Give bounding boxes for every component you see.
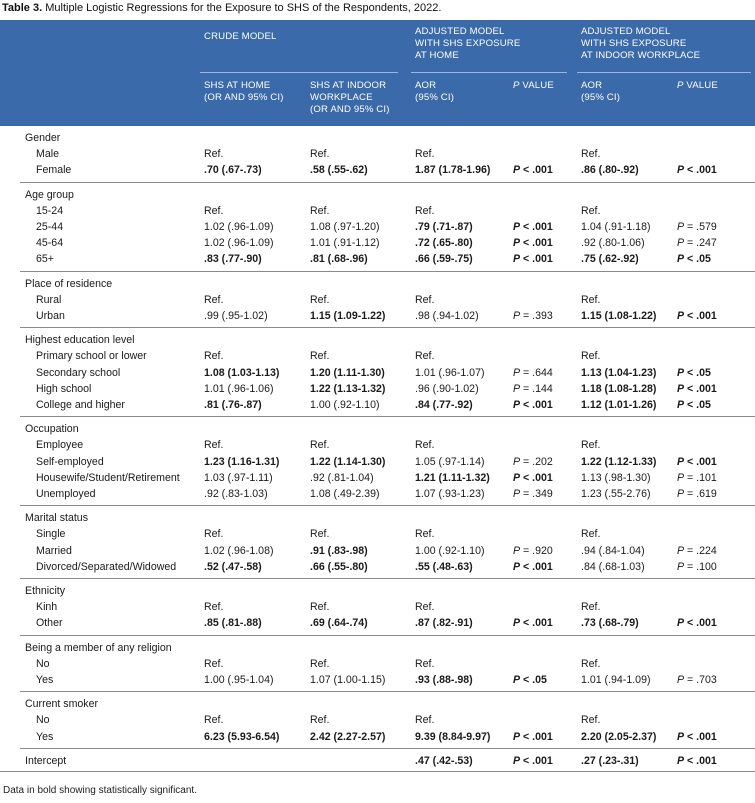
table-cell: .79 (.71-.87) [415, 221, 473, 233]
table-cell: Ref. [204, 601, 224, 614]
table-cell: .75 (.62-.92) [581, 253, 639, 266]
table-cell: .55 (.48-.63) [415, 560, 473, 573]
table-cell: Ref. [415, 148, 435, 161]
row-label: Yes [36, 730, 54, 743]
table-row [0, 251, 755, 267]
p-value: P < .001 [513, 237, 553, 250]
group-title: Marital status [25, 512, 88, 525]
table-cell: Ref. [415, 657, 435, 670]
row-label: Rural [36, 293, 62, 306]
p-value: P = .579 [677, 221, 717, 233]
table-cell: Ref. [204, 528, 224, 541]
table-cell: Ref. [581, 714, 601, 727]
row-label: Other [36, 617, 63, 630]
table-cell: Ref. [310, 350, 330, 363]
table-cell: 1.00 (.92-1.10) [310, 399, 380, 411]
p-value: P < .001 [677, 617, 717, 630]
table-cell: Ref. [581, 601, 601, 614]
table-cell: .73 (.68-.79) [581, 617, 639, 630]
table-cell: 1.23 (1.16-1.31) [204, 455, 280, 468]
p-value: P < .05 [677, 366, 711, 379]
header-aor-work: AOR (95% CI) [581, 80, 621, 103]
table-row [0, 543, 755, 559]
row-label: Urban [36, 310, 65, 322]
table-cell: 1.18 (1.08-1.28) [581, 382, 657, 395]
header-pvalue-home: P VALUE [513, 80, 554, 91]
table-cell: Ref. [310, 714, 330, 727]
group-title: Current smoker [25, 698, 98, 711]
row-separator [20, 748, 755, 749]
group-title-row [0, 696, 755, 712]
table-row [0, 454, 755, 470]
p-value: P = .247 [677, 237, 717, 250]
header-pvalue-work: P VALUE [677, 80, 718, 91]
table-cell: 2.20 (2.05-2.37) [581, 730, 657, 743]
table-cell: 1.07 (1.00-1.15) [310, 674, 386, 686]
table-cell: Ref. [204, 657, 224, 670]
p-value: P < .001 [677, 310, 717, 322]
table-cell: Ref. [581, 657, 601, 670]
table-cell: Ref. [310, 439, 330, 452]
p-value: P < .001 [677, 382, 717, 395]
table-row [0, 381, 755, 397]
row-label: Divorced/Separated/Widowed [36, 560, 177, 573]
p-value: P = .644 [513, 366, 553, 379]
table-cell: 1.08 (.97-1.20) [310, 221, 380, 233]
p-value: P = .101 [677, 471, 717, 484]
table-cell: 1.22 (1.14-1.30) [310, 455, 386, 468]
table-cell: Ref. [204, 439, 224, 452]
header-rule-work [577, 72, 751, 73]
table-cell: .98 (.94-1.02) [415, 310, 479, 322]
group-title-row [0, 130, 755, 146]
table-cell: .84 (.68-1.03) [581, 560, 645, 573]
group-title: Highest education level [25, 334, 135, 347]
table-cell: 1.01 (.91-1.12) [310, 237, 380, 250]
header-adj-home: ADJUSTED MODEL WITH SHS EXPOSURE AT HOME [415, 26, 521, 61]
table-row [0, 308, 755, 324]
table-cell: 1.02 (.96-1.08) [204, 544, 274, 557]
row-separator [20, 416, 755, 417]
table-cell: .86 (.80-.92) [581, 164, 639, 177]
table-cell: 1.00 (.95-1.04) [204, 674, 274, 686]
table-cell: .27 (.23-.31) [581, 754, 639, 767]
table-cell: .93 (.88-.98) [415, 674, 473, 686]
table-cell: Ref. [581, 528, 601, 541]
table-cell: .66 (.59-.75) [415, 253, 473, 266]
row-separator [20, 271, 755, 272]
table-cell: .58 (.55-.62) [310, 164, 368, 177]
table-cell: Ref. [204, 350, 224, 363]
row-separator [20, 635, 755, 636]
table-cell: 1.87 (1.78-1.96) [415, 164, 491, 177]
row-label: Intercept [25, 754, 67, 767]
table-cell: 1.13 (.98-1.30) [581, 471, 651, 484]
table-cell: Ref. [310, 528, 330, 541]
header-crude-model: CRUDE MODEL [204, 31, 277, 42]
p-value: P = .920 [513, 544, 553, 557]
table-cell: .94 (.84-1.04) [581, 544, 645, 557]
table-cell: 1.02 (.96-1.09) [204, 237, 274, 250]
table-cell: .52 (.47-.58) [204, 560, 262, 573]
caption-text: Multiple Logistic Regressions for the Exposure to SHS of the Respondents, 2022. [45, 2, 442, 14]
p-value: P = .144 [513, 382, 553, 395]
p-value: P = .349 [513, 488, 553, 500]
p-value: P < .001 [513, 560, 553, 573]
group-title-row [0, 276, 755, 292]
row-label: Married [36, 544, 72, 557]
table-cell: .66 (.55-.80) [310, 560, 368, 573]
row-label: Employee [36, 439, 84, 452]
table-cell: .92 (.80-1.06) [581, 237, 645, 250]
intercept-row [0, 753, 755, 769]
table-bottom-rule [0, 771, 755, 772]
p-value: P < .001 [513, 253, 553, 266]
table-cell: 1.01 (.96-1.06) [204, 382, 274, 395]
table-cell: Ref. [310, 293, 330, 306]
header-adj-work: ADJUSTED MODEL WITH SHS EXPOSURE AT INDOOR WORKPLACE [581, 26, 701, 61]
header-shs-home: SHS AT HOME (OR AND 95% CI) [204, 80, 284, 103]
table-row [0, 437, 755, 453]
table-cell: Ref. [581, 204, 601, 217]
table-row [0, 219, 755, 235]
table-cell: Ref. [204, 714, 224, 727]
table-cell: 6.23 (5.93-6.54) [204, 730, 280, 743]
table-cell: .83 (.77-.90) [204, 253, 262, 266]
row-separator [20, 182, 755, 183]
table-row [0, 712, 755, 728]
group-title: Gender [25, 132, 61, 144]
p-value: P = .224 [677, 544, 717, 557]
group-title: Place of residence [25, 277, 113, 290]
row-label: No [36, 657, 50, 670]
table-cell: 1.05 (.97-1.14) [415, 455, 485, 468]
group-title-row [0, 583, 755, 599]
table-row [0, 470, 755, 486]
table-cell: Ref. [581, 148, 601, 161]
table-row [0, 203, 755, 219]
table-cell: .47 (.42-.53) [415, 754, 473, 767]
table-cell: Ref. [415, 601, 435, 614]
table-cell: Ref. [415, 204, 435, 217]
p-value: P < .001 [677, 455, 717, 468]
table-row [0, 486, 755, 502]
row-label: Yes [36, 674, 54, 686]
table-cell: Ref. [581, 293, 601, 306]
table-cell: Ref. [415, 439, 435, 452]
row-label: Single [36, 528, 66, 541]
p-value: P = .619 [677, 488, 717, 500]
table-cell: Ref. [310, 148, 330, 161]
group-title: Age group [25, 188, 74, 201]
table-row [0, 365, 755, 381]
table-cell: .92 (.81-1.04) [310, 471, 374, 484]
row-label: College and higher [36, 399, 125, 411]
table-cell: 1.01 (.94-1.09) [581, 674, 651, 686]
table-cell: 1.20 (1.11-1.30) [310, 366, 385, 379]
table-row [0, 615, 755, 631]
table-cell: 1.04 (.91-1.18) [581, 221, 651, 233]
p-value: P < .001 [513, 164, 553, 177]
table-cell: 1.15 (1.09-1.22) [310, 310, 386, 322]
p-value: P < .001 [677, 754, 717, 767]
table-cell: Ref. [581, 350, 601, 363]
p-value: P < .001 [513, 617, 553, 630]
header-rule-home [411, 72, 567, 73]
p-value: P < .001 [513, 221, 553, 233]
table-cell: 1.23 (.55-2.76) [581, 488, 651, 500]
table-cell: .84 (.77-.92) [415, 399, 473, 411]
group-title-row [0, 332, 755, 348]
p-value: P = .202 [513, 455, 553, 468]
table-cell: .72 (.65-.80) [415, 237, 473, 250]
table-cell: Ref. [415, 293, 435, 306]
table-cell: Ref. [310, 601, 330, 614]
p-value: P < .001 [677, 164, 717, 177]
table-cell: .96 (.90-1.02) [415, 382, 479, 395]
table-cell: Ref. [204, 204, 224, 217]
table-cell: .81 (.68-.96) [310, 253, 368, 266]
table-row [0, 729, 755, 745]
table-row [0, 526, 755, 542]
table-header [0, 20, 755, 126]
p-value: P < .001 [677, 730, 717, 743]
table-cell: 1.01 (.96-1.07) [415, 366, 485, 379]
p-value: P = .393 [513, 310, 553, 322]
group-title: Occupation [25, 423, 79, 436]
row-label: 65+ [36, 253, 54, 266]
table-row [0, 348, 755, 364]
table-row [0, 397, 755, 413]
table-row [0, 656, 755, 672]
table-cell: 1.03 (.97-1.11) [204, 471, 273, 484]
header-aor-home: AOR (95% CI) [415, 80, 455, 103]
table-row [0, 559, 755, 575]
table-cell: .85 (.81-.88) [204, 617, 262, 630]
row-separator [20, 505, 755, 506]
table-cell: Ref. [415, 714, 435, 727]
table-cell: .92 (.83-1.03) [204, 488, 268, 500]
p-value: P < .001 [513, 399, 553, 411]
table-cell: 1.12 (1.01-1.26) [581, 399, 657, 411]
table-cell: 1.00 (.92-1.10) [415, 544, 485, 557]
row-label: Kinh [36, 601, 58, 614]
row-label: Female [36, 164, 72, 177]
group-title-row [0, 510, 755, 526]
header-rule-crude [200, 72, 398, 73]
p-value: P < .001 [513, 471, 553, 484]
table-cell: 1.08 (.49-2.39) [310, 488, 380, 500]
row-label: Primary school or lower [36, 350, 147, 363]
group-title-row [0, 187, 755, 203]
table-row [0, 146, 755, 162]
table-row [0, 162, 755, 178]
table-cell: 1.21 (1.11-1.32) [415, 471, 490, 484]
table-cell: Ref. [581, 439, 601, 452]
row-separator [20, 578, 755, 579]
row-label: Secondary school [36, 366, 121, 379]
table-cell: Ref. [415, 350, 435, 363]
group-title-row [0, 640, 755, 656]
table-row [0, 599, 755, 615]
row-label: Unemployed [36, 488, 96, 500]
table-cell: Ref. [310, 204, 330, 217]
row-separator [20, 327, 755, 328]
row-label: No [36, 714, 50, 727]
table-cell: .99 (.95-1.02) [204, 310, 268, 322]
row-separator [20, 691, 755, 692]
p-value: P < .001 [513, 754, 553, 767]
p-value: P < .05 [677, 253, 711, 266]
table-cell: 1.13 (1.04-1.23) [581, 366, 657, 379]
table-caption [2, 2, 441, 14]
table-cell: 1.22 (1.13-1.32) [310, 382, 386, 395]
p-value: P = .703 [677, 674, 717, 686]
table-cell: 2.42 (2.27-2.57) [310, 730, 386, 743]
group-title: Being a member of any religion [25, 641, 172, 654]
table-row [0, 672, 755, 688]
table-row [0, 292, 755, 308]
row-label: 25-44 [36, 221, 64, 233]
table-cell: .87 (.82-.91) [415, 617, 473, 630]
table-cell: Ref. [415, 528, 435, 541]
table-cell: Ref. [204, 148, 224, 161]
caption-label: Table 3. [2, 2, 43, 14]
p-value: P = .100 [677, 560, 717, 573]
table-cell: .70 (.67-.73) [204, 164, 262, 177]
group-title: Ethnicity [25, 585, 66, 597]
row-label: Housewife/Student/Retirement [36, 471, 180, 484]
row-label: Self-employed [36, 455, 104, 468]
table-cell: 1.15 (1.08-1.22) [581, 310, 657, 322]
row-label: High school [36, 382, 92, 395]
table-cell: 1.22 (1.12-1.33) [581, 455, 657, 468]
p-value: P < .001 [513, 730, 553, 743]
row-label: Male [36, 148, 59, 161]
row-label: 45-64 [36, 237, 64, 250]
table-cell: .69 (.64-.74) [310, 617, 368, 630]
table-cell: Ref. [310, 657, 330, 670]
table-footnote: Data in bold showing statistically significant. [3, 785, 197, 796]
table-row [0, 235, 755, 251]
group-title-row [0, 421, 755, 437]
p-value: P < .05 [677, 399, 711, 411]
header-shs-work: SHS AT INDOOR WORKPLACE (OR AND 95% CI) [310, 80, 390, 115]
table-cell: .91 (.83-.98) [310, 544, 368, 557]
table-cell: 9.39 (8.84-9.97) [415, 730, 491, 743]
row-label: 15-24 [36, 204, 64, 217]
table-cell: .81 (.76-.87) [204, 399, 262, 411]
table-cell: 1.02 (.96-1.09) [204, 221, 274, 233]
table-cell: Ref. [204, 293, 224, 306]
table-cell: 1.08 (1.03-1.13) [204, 366, 280, 379]
table-cell: 1.07 (.93-1.23) [415, 488, 485, 500]
p-value: P < .05 [513, 674, 547, 686]
